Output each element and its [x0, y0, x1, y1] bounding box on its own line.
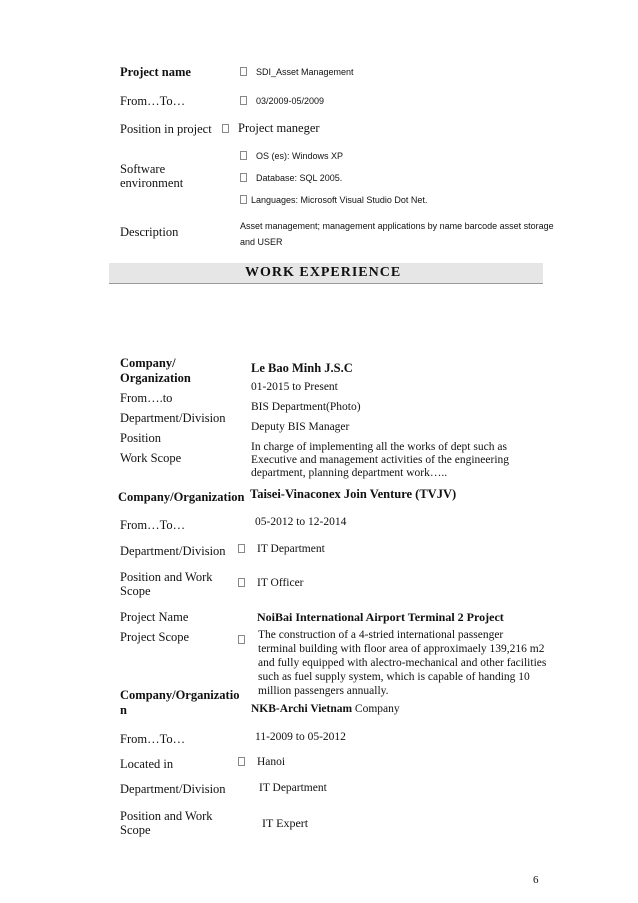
description-line2: and USER [240, 237, 283, 247]
job3-dept-label: Department/Division [120, 782, 226, 796]
job3-company-suffix: Company [352, 703, 400, 715]
checkbox-icon [240, 173, 247, 182]
job1-scope-line2: Executive and management activities of the engineering [251, 454, 510, 466]
job2-project-name-value: NoiBai International Airport Terminal 2 Project [257, 610, 504, 624]
software-label-line2: environment [120, 176, 184, 190]
job2-company-label: Company/Organization [118, 490, 245, 504]
description-line1: Asset management; management applications by name barcode asset storage [240, 221, 554, 231]
checkbox-icon [240, 195, 247, 204]
job2-scope-line3: and fully equipped with alectro-mechanical and other facilities [258, 657, 547, 669]
job3-dept-value: IT Department [259, 782, 327, 794]
job3-company-label-2: n [120, 703, 127, 717]
job2-position-value [238, 577, 304, 589]
job3-company-value [251, 703, 400, 715]
job1-position-label: Position [120, 431, 161, 445]
job3-from-value: 11-2009 to 05-2012 [255, 731, 346, 743]
job3-located-value [238, 756, 285, 768]
job1-company-label-2: Organization [120, 371, 191, 385]
checkbox-icon [238, 544, 245, 553]
project-name-value [240, 67, 354, 77]
job2-dept-text: IT Department [257, 543, 325, 555]
job1-company-value: Le Bao Minh J.S.C [251, 361, 353, 375]
job2-dept-label: Department/Division [120, 544, 226, 558]
from-to-label: From…To… [120, 94, 186, 108]
position-text: Project maneger [238, 121, 320, 135]
job1-scope-label: Work Scope [120, 451, 182, 465]
job1-from-value: 01-2015 to Present [251, 381, 338, 393]
job2-scope-line5: million passengers annually. [258, 685, 389, 697]
section-title: WORK EXPERIENCE [245, 265, 402, 280]
position-label: Position in project [120, 122, 212, 136]
job2-from-label: From…To… [120, 518, 186, 532]
job2-dept-value [238, 543, 325, 555]
job2-scope-line2: terminal building with floor area of approximaely 139,216 m2 [258, 643, 545, 655]
description-label: Description [120, 225, 179, 239]
checkbox-icon [222, 124, 229, 133]
job2-position-label-2: Scope [120, 584, 151, 598]
project-name-text: SDI_Asset Management [256, 67, 354, 77]
software-label-line1: Software [120, 162, 166, 176]
software-os-text: OS (es): Windows XP [256, 151, 344, 161]
job3-company-label-1: Company/Organizatio [120, 688, 240, 702]
software-lang-text: Languages: Microsoft Visual Studio Dot Net. [251, 195, 428, 205]
from-to-text: 03/2009-05/2009 [256, 96, 325, 106]
software-db [240, 173, 342, 183]
job2-company-value: Taisei-Vinaconex Join Venture (TVJV) [250, 487, 457, 501]
checkbox-icon [238, 757, 245, 766]
job3-from-label: From…To… [120, 732, 186, 746]
job2-project-name-label: Project Name [120, 610, 189, 624]
job2-from-value: 05-2012 to 12-2014 [255, 516, 347, 528]
job1-dept-value: BIS Department(Photo) [251, 401, 361, 413]
checkbox-icon [240, 67, 247, 76]
job1-from-label: From….to [120, 391, 173, 405]
position-value [222, 121, 320, 136]
job3-company-name: NKB-Archi Vietnam [251, 703, 353, 715]
job2-position-text: IT Officer [257, 577, 304, 589]
job3-position-label-2: Scope [120, 823, 151, 837]
project-name-label: Project name [120, 65, 191, 79]
checkbox-icon [238, 578, 245, 587]
software-os [240, 151, 343, 161]
job2-position-label-1: Position and Work [120, 570, 213, 584]
from-to-value [240, 96, 324, 106]
page-number: 6 [533, 874, 539, 886]
job1-position-value: Deputy BIS Manager [251, 421, 350, 433]
job3-position-value: IT Expert [262, 816, 309, 830]
job1-scope-line3: department, planning department work….. [251, 467, 448, 479]
checkbox-icon [240, 151, 247, 160]
software-db-text: Database: SQL 2005. [256, 173, 343, 183]
job3-position-label-1: Position and Work [120, 809, 213, 823]
software-lang [240, 195, 427, 205]
job1-dept-label: Department/Division [120, 411, 226, 425]
job3-located-label: Located in [120, 757, 174, 771]
job2-scope-line4: such as fuel supply system, which is capable of handing 10 [258, 671, 530, 683]
job3-located-text: Hanoi [257, 756, 286, 768]
job2-scope-line1: The construction of a 4-stried international passenger [258, 629, 504, 641]
job2-project-scope-label: Project Scope [120, 630, 190, 644]
checkbox-icon [238, 630, 245, 648]
job1-scope-line1: In charge of implementing all the works of dept such as [251, 441, 507, 453]
job1-company-label-1: Company/ [120, 356, 176, 370]
checkbox-icon [240, 96, 247, 105]
